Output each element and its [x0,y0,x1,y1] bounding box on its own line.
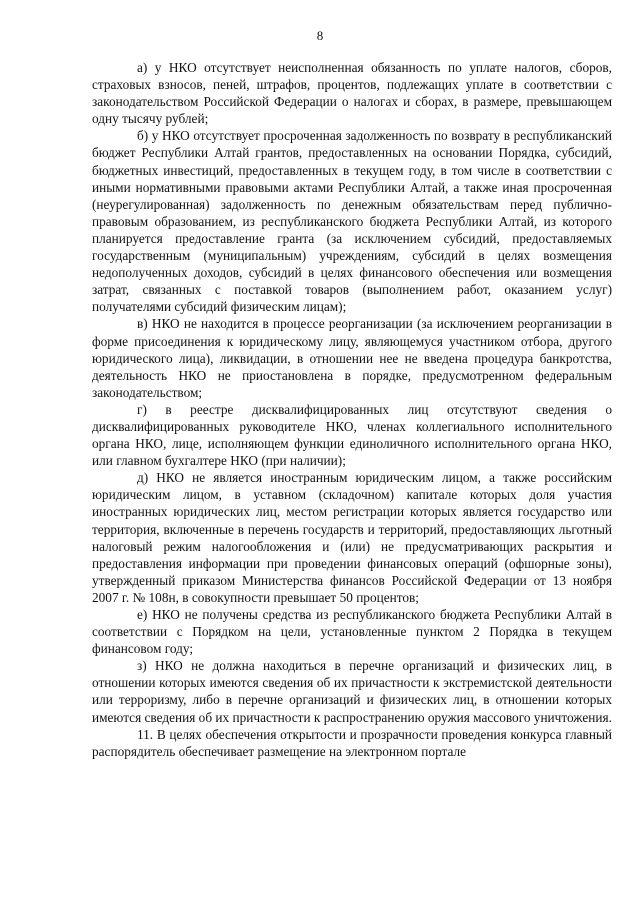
paragraph-a: а) у НКО отсутствует неисполненная обязанность по уплате налогов, сборов, страховых взносов, пеней, штрафов, процентов, подлежащих уплате в соответствии с законодательством Российской Федерации о налогах и сборах, в размере, превышающем одну тысячу рублей; [92,60,612,127]
paragraph-d: д) НКО не является иностранным юридическим лицом, а также российским юридическим лицом, в уставном (складочном) капитале которых доля участия иностранных юридических лиц, местом регистрации которых является государство или территория, включенные в перечень государств и территорий, предоставляющих льготный налоговый режим налогообложения и (или) не предусматривающих раскрытия и предоставления информации при проведении финансовых операций (офшорные зоны), утвержденный приказом Министерства финансов Российской Федерации от 13 ноября 2007 г. № 108н, в совокупности превышает 50 процентов; [92,470,612,605]
paragraph-z: з) НКО не должна находиться в перечне организаций и физических лиц, в отношении которых имеются сведения об их причастности к экстремистской деятельности или терроризму, либо в перечне организаций и физических лиц, в отношении которых имеются сведения об их причастности к распространению оружия массового уничтожения. [92,658,612,725]
paragraph-g: г) в реестре дисквалифицированных лиц отсутствуют сведения о дисквалифицированных руководителе НКО, членах коллегиального исполнительного органа НКО, лице, исполняющем функции единоличного исполнительного органа НКО, или главном бухгалтере НКО (при наличии); [92,401,612,469]
document-body [92,59,612,760]
page-number: 8 [316,28,324,43]
paragraph-e: е) НКО не получены средства из республиканского бюджета Республики Алтай в соответствии с Порядком на цели, установленные пунктом 2 Порядка в текущем финансовом году; [92,607,612,657]
paragraph-v: в) НКО не находится в процессе реорганизации (за исключением реорганизации в форме присоединения к юридическому лицу, являющемуся участником отбора, другого юридического лица), ликвидации, в отношении нее не введена процедура банкротства, деятельность НКО не приостановлена в порядке, предусмотренном федеральным законодательством; [92,316,612,400]
paragraph-b: б) у НКО отсутствует просроченная задолженность по возврату в республиканский бюджет Республики Алтай грантов, предоставленных на основании Порядка, субсидий, бюджетных инвестиций, предоставленных в текущем году, в том числе в соответствии с иными нормативными правовыми актами Республики Алтай, а также иная просроченная (неурегулированная) задолженность по денежным обязательствам перед публично-правовым образованием, из республиканского бюджета Республики Алтай, из которого планируется предоставление гранта (за исключением субсидий, предоставляемых государственным (муниципальным) учреждениям, субсидий в целях возмещения недополученных доходов, субсидий в целях финансового обеспечения или возмещения затрат, связанных с поставкой товаров (выполнением работ, оказанием услуг) получателями субсидий физическим лицам); [92,128,612,315]
paragraph-11: 11. В целях обеспечения открытости и прозрачности проведения конкурса главный распорядитель обеспечивает размещение на электронном портале [92,726,612,759]
